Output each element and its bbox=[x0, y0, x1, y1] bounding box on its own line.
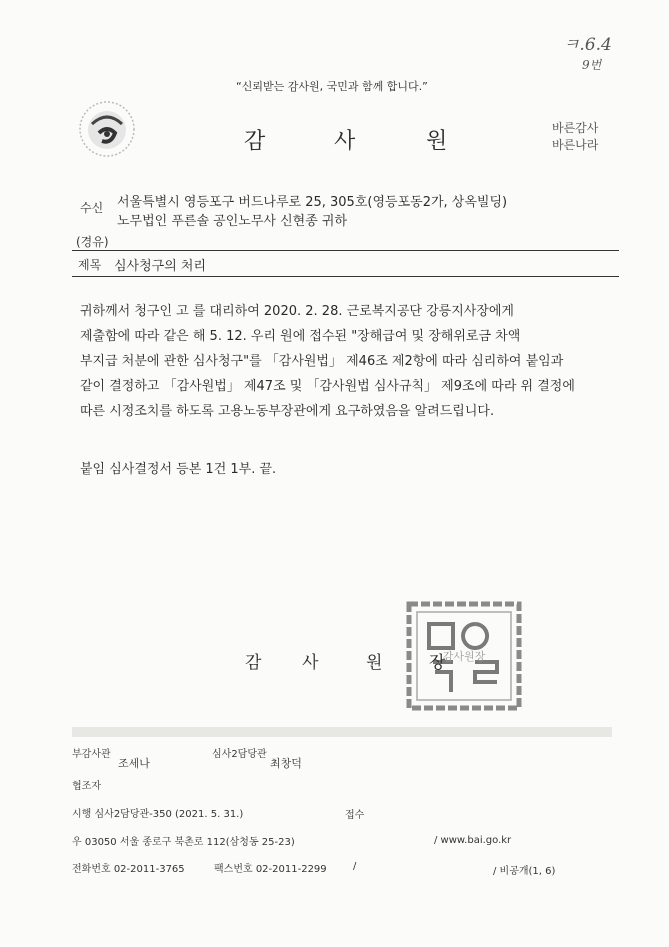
seal-text: 감사원장 bbox=[442, 650, 486, 663]
subject-divider bbox=[72, 276, 619, 277]
body-line-3: 부지급 처분에 관한 심사청구"를 「감사원법」 제46조 제2항에 따라 심리하여 붙임과 bbox=[80, 354, 564, 369]
signatory-char-1: 감 bbox=[245, 653, 262, 673]
recipient-label: 수신 bbox=[80, 201, 104, 215]
handwritten-date: ㅋ.6.4 bbox=[563, 35, 612, 55]
official-seal-icon bbox=[405, 600, 523, 712]
fax-number: 팩스번호 02-2011-2299 bbox=[214, 864, 327, 875]
header-divider bbox=[72, 250, 619, 251]
auditor-label: 부감사관 bbox=[72, 749, 111, 760]
postal-address: 우 03050 서울 종로구 북촌로 112(삼청동 25-23) bbox=[72, 837, 295, 848]
recipient-name: 노무법인 푸른솔 공인노무사 신현종 귀하 bbox=[117, 214, 348, 229]
cooperator-label: 협조자 bbox=[72, 781, 101, 792]
org-title-char-2: 사 bbox=[334, 129, 358, 154]
subject-text: 심사청구의 처리 bbox=[114, 259, 207, 274]
lead-officer-name: 최창덕 bbox=[270, 757, 302, 770]
body-line-5: 따른 시정조치를 하도록 고용노동부장관에게 요구하였음을 알려드립니다. bbox=[80, 404, 495, 419]
document-number: 시행 심사2담당관-350 (2021. 5. 31.) bbox=[72, 809, 244, 820]
via-label: (경유) bbox=[76, 235, 109, 249]
letter-body bbox=[80, 299, 620, 424]
receipt-label: 접수 bbox=[345, 810, 365, 821]
handwritten-mark: 9번 bbox=[582, 58, 602, 72]
signatory-char-2: 사 bbox=[302, 653, 319, 673]
footer-slash: / bbox=[353, 861, 357, 872]
signatory-char-3: 원 bbox=[366, 653, 383, 673]
org-motto bbox=[552, 120, 598, 154]
audit-board-logo-icon bbox=[78, 100, 136, 158]
disclosure-status: / 비공개(1, 6) bbox=[493, 866, 556, 877]
motto-line-1: 바른감사 bbox=[552, 121, 599, 135]
footer-separator-strip bbox=[72, 727, 612, 737]
signatory-char-4: 장 bbox=[429, 653, 446, 673]
body-line-1: 귀하께서 청구인 고 를 대리하여 2020. 2. 28. 근로복지공단 강릉지사장에게 bbox=[80, 304, 514, 319]
attachment-note: 붙임 심사결정서 등본 1건 1부. 끝. bbox=[80, 462, 277, 477]
motto-line-2: 바른나라 bbox=[552, 138, 599, 152]
slogan: “신뢰받는 감사원, 국민과 함께 합니다.” bbox=[236, 80, 428, 93]
body-line-2: 제출함에 따라 같은 해 5. 12. 우리 원에 접수된 "장해급여 및 장해위로금 차액 bbox=[80, 329, 521, 344]
auditor-name: 조세나 bbox=[118, 757, 150, 770]
org-title-char-3: 원 bbox=[426, 129, 450, 154]
recipient-address: 서울특별시 영등포구 버드나루로 25, 305호(영등포동2가, 상옥빌딩) bbox=[117, 195, 508, 210]
org-title-char-1: 감 bbox=[244, 129, 268, 154]
subject-label: 제목 bbox=[78, 258, 102, 272]
phone-number: 전화번호 02-2011-3765 bbox=[72, 864, 185, 875]
body-line-4: 같이 결정하고 「감사원법」 제47조 및 「감사원법 심사규칙」 제9조에 따라 위 결정에 bbox=[80, 379, 575, 394]
lead-officer-label: 심사2담당관 bbox=[212, 749, 267, 760]
website: / www.bai.go.kr bbox=[434, 835, 512, 846]
